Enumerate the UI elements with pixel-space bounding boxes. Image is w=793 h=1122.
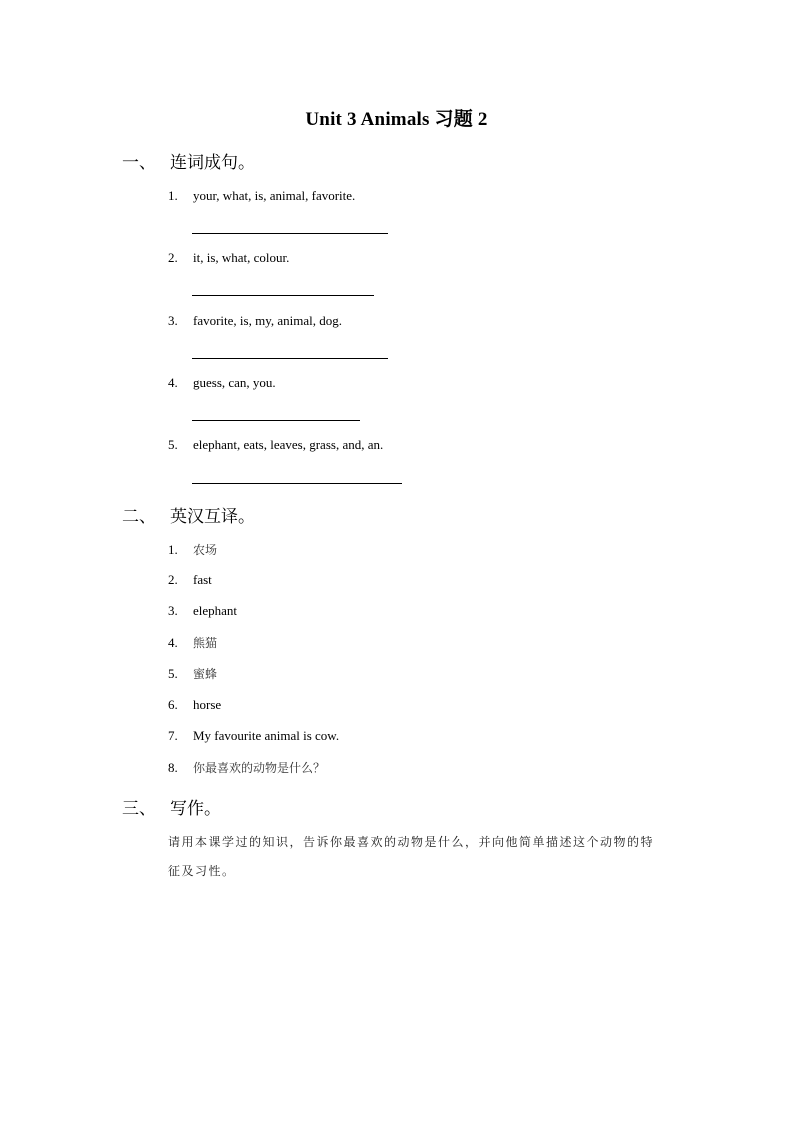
item-number: 3. xyxy=(168,603,178,618)
answer-line[interactable] xyxy=(192,295,374,296)
list-item xyxy=(168,759,325,776)
page-title: Unit 3 Animals 习题 2 xyxy=(305,109,488,130)
answer-line[interactable] xyxy=(192,420,360,421)
section-number: 二、 xyxy=(122,507,156,527)
section-title: 英汉互译。 xyxy=(170,507,255,527)
section-2-heading xyxy=(122,502,255,527)
list-item xyxy=(168,728,339,744)
answer-line[interactable] xyxy=(192,233,388,234)
item-text: elephant, eats, leaves, grass, and, an. xyxy=(193,437,384,452)
item-number: 5. xyxy=(168,437,178,452)
item-text: your, what, is, animal, favorite. xyxy=(193,188,356,203)
item-text: horse xyxy=(193,697,222,712)
item-text: My favourite animal is cow. xyxy=(193,728,340,743)
section-title: 写作。 xyxy=(170,799,221,819)
item-number: 4. xyxy=(168,375,178,390)
writing-prompt-line-2: 征及习性。 xyxy=(168,864,236,878)
answer-line[interactable] xyxy=(192,483,402,484)
item-text: 蜜蜂 xyxy=(193,667,218,681)
list-item xyxy=(168,437,383,453)
item-text: 熊猫 xyxy=(193,636,218,650)
list-item xyxy=(168,665,217,682)
item-text: 农场 xyxy=(193,543,218,557)
item-number: 3. xyxy=(168,313,178,328)
item-text: 你最喜欢的动物是什么？ xyxy=(193,761,326,775)
section-number: 一、 xyxy=(122,153,156,173)
list-item xyxy=(168,572,212,588)
list-item xyxy=(168,188,355,204)
item-number: 6. xyxy=(168,697,178,712)
item-number: 1. xyxy=(168,188,178,203)
item-text: fast xyxy=(193,572,212,587)
item-number: 1. xyxy=(168,542,178,557)
item-number: 2. xyxy=(168,250,178,265)
list-item xyxy=(168,541,217,558)
item-text: it, is, what, colour. xyxy=(193,250,290,265)
list-item xyxy=(168,634,217,651)
item-number: 2. xyxy=(168,572,178,587)
item-text: guess, can, you. xyxy=(193,375,276,390)
writing-prompt-line-1: 请用本课学过的知识，告诉你最喜欢的动物是什么，并向他简单描述这个动物的特 xyxy=(168,835,655,849)
answer-line[interactable] xyxy=(192,358,388,359)
section-number: 三、 xyxy=(122,799,156,819)
item-number: 7. xyxy=(168,728,178,743)
section-title: 连词成句。 xyxy=(170,153,255,173)
item-number: 5. xyxy=(168,666,178,681)
item-text: elephant xyxy=(193,603,238,618)
item-number: 4. xyxy=(168,635,178,650)
section-3-heading xyxy=(122,794,221,819)
item-number: 8. xyxy=(168,760,178,775)
list-item xyxy=(168,375,276,391)
item-text: favorite, is, my, animal, dog. xyxy=(193,313,342,328)
list-item xyxy=(168,603,237,619)
list-item xyxy=(168,250,289,266)
section-1-heading xyxy=(122,148,255,173)
list-item xyxy=(168,313,342,329)
list-item xyxy=(168,697,221,713)
